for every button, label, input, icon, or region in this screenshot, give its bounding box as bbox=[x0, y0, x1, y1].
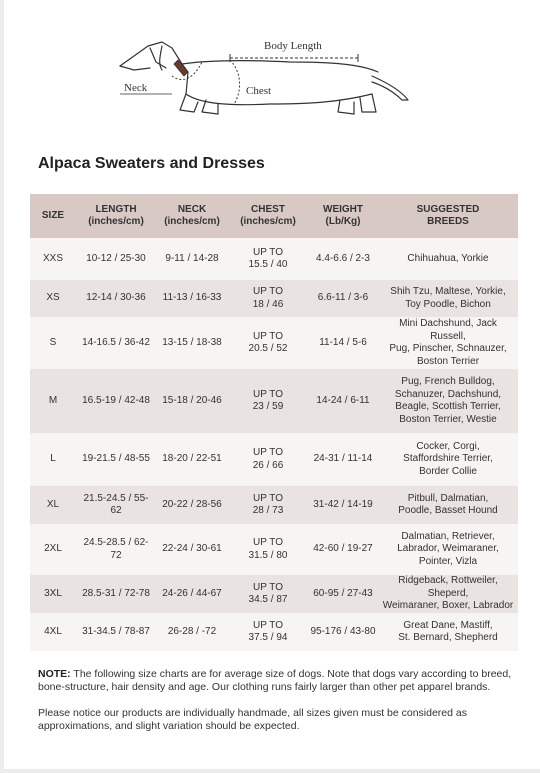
cell-neck: 9-11 / 14-28 bbox=[156, 238, 228, 280]
cell-weight: 60-95 / 27-43 bbox=[308, 575, 378, 613]
cell-length: 19-21.5 / 48-55 bbox=[76, 433, 156, 486]
body-length-label: Body Length bbox=[264, 40, 322, 52]
table-row bbox=[30, 613, 518, 651]
cell-chest: UP TO 18 / 46 bbox=[228, 280, 308, 317]
cell-breeds: Ridgeback, Rottweiler, Sheperd, Weimaraner, Boxer, Labrador bbox=[378, 575, 518, 613]
cell-chest: UP TO 26 / 66 bbox=[228, 433, 308, 486]
header-chest: CHEST (inches/cm) bbox=[228, 194, 308, 238]
table-row bbox=[30, 369, 518, 433]
neck-label: Neck bbox=[124, 82, 148, 94]
cell-chest: UP TO 23 / 59 bbox=[228, 369, 308, 433]
cell-weight: 42-60 / 19-27 bbox=[308, 524, 378, 575]
cell-length: 10-12 / 25-30 bbox=[76, 238, 156, 280]
size-table bbox=[30, 194, 518, 651]
table-row bbox=[30, 280, 518, 317]
cell-neck: 18-20 / 22-51 bbox=[156, 433, 228, 486]
cell-weight: 24-31 / 11-14 bbox=[308, 433, 378, 486]
table-row bbox=[30, 524, 518, 575]
cell-breeds: Dalmatian, Retriever, Labrador, Weimaraner, Pointer, Vizla bbox=[378, 524, 518, 575]
cell-size: 3XL bbox=[30, 575, 76, 613]
cell-length: 24.5-28.5 / 62-72 bbox=[76, 524, 156, 575]
cell-length: 31-34.5 / 78-87 bbox=[76, 613, 156, 651]
cell-weight: 14-24 / 6-11 bbox=[308, 369, 378, 433]
cell-size: XXS bbox=[30, 238, 76, 280]
table-row bbox=[30, 486, 518, 524]
cell-length: 14-16.5 / 36-42 bbox=[76, 317, 156, 369]
cell-breeds: Mini Dachshund, Jack Russell, Pug, Pinscher, Schnauzer, Boston Terrier bbox=[378, 317, 518, 369]
cell-breeds: Pug, French Bulldog, Schanuzer, Dachshund, Beagle, Scottish Terrier, Boston Terrier, Westie bbox=[378, 369, 518, 433]
note-text: The following size charts are for average size of dogs. Note that dogs vary according to breed, bone-structure, hair density and age. Our clothing runs fairly larger than other pet apparel brands. bbox=[38, 668, 512, 693]
cell-chest: UP TO 37.5 / 94 bbox=[228, 613, 308, 651]
table-row bbox=[30, 575, 518, 613]
cell-chest: UP TO 31.5 / 80 bbox=[228, 524, 308, 575]
page-edge bbox=[0, 0, 4, 773]
cell-breeds: Cocker, Corgi, Staffordshire Terrier, Border Collie bbox=[378, 433, 518, 486]
cell-neck: 15-18 / 20-46 bbox=[156, 369, 228, 433]
cell-size: XL bbox=[30, 486, 76, 524]
cell-weight: 11-14 / 5-6 bbox=[308, 317, 378, 369]
cell-neck: 24-26 / 44-67 bbox=[156, 575, 228, 613]
page-title: Alpaca Sweaters and Dresses bbox=[38, 155, 265, 172]
table-row bbox=[30, 317, 518, 369]
note-label: NOTE: bbox=[38, 668, 71, 680]
table-row bbox=[30, 433, 518, 486]
cell-breeds: Chihuahua, Yorkie bbox=[378, 238, 518, 280]
cell-neck: 13-15 / 18-38 bbox=[156, 317, 228, 369]
cell-weight: 4.4-6.6 / 2-3 bbox=[308, 238, 378, 280]
cell-size: S bbox=[30, 317, 76, 369]
header-weight: WEIGHT (Lb/Kg) bbox=[308, 194, 378, 238]
cell-size: 2XL bbox=[30, 524, 76, 575]
handmade-note: Please notice our products are individually handmade, all sizes given must be considered as approximations, and slight variation should be expected. bbox=[38, 707, 467, 732]
cell-neck: 22-24 / 30-61 bbox=[156, 524, 228, 575]
cell-chest: UP TO 15.5 / 40 bbox=[228, 238, 308, 280]
cell-length: 28.5-31 / 72-78 bbox=[76, 575, 156, 613]
cell-chest: UP TO 20.5 / 52 bbox=[228, 317, 308, 369]
table-row bbox=[30, 238, 518, 280]
cell-breeds: Pitbull, Dalmatian, Poodle, Basset Hound bbox=[378, 486, 518, 524]
cell-length: 21.5-24.5 / 55-62 bbox=[76, 486, 156, 524]
sizing-note bbox=[38, 668, 513, 694]
cell-weight: 6.6-11 / 3-6 bbox=[308, 280, 378, 317]
cell-length: 12-14 / 30-36 bbox=[76, 280, 156, 317]
cell-neck: 20-22 / 28-56 bbox=[156, 486, 228, 524]
cell-breeds: Shih Tzu, Maltese, Yorkie, Toy Poodle, Bichon bbox=[378, 280, 518, 317]
chest-label: Chest bbox=[246, 85, 272, 97]
cell-chest: UP TO 34.5 / 87 bbox=[228, 575, 308, 613]
cell-weight: 95-176 / 43-80 bbox=[308, 613, 378, 651]
header-length: LENGTH (inches/cm) bbox=[76, 194, 156, 238]
table-header-row bbox=[30, 194, 518, 238]
header-size: SIZE bbox=[30, 194, 76, 238]
page-edge-bottom bbox=[0, 769, 540, 773]
cell-chest: UP TO 28 / 73 bbox=[228, 486, 308, 524]
cell-size: XS bbox=[30, 280, 76, 317]
header-breeds: SUGGESTED BREEDS bbox=[378, 194, 518, 238]
header-neck: NECK (inches/cm) bbox=[156, 194, 228, 238]
cell-length: 16.5-19 / 42-48 bbox=[76, 369, 156, 433]
cell-neck: 26-28 / -72 bbox=[156, 613, 228, 651]
cell-neck: 11-13 / 16-33 bbox=[156, 280, 228, 317]
dog-measurement-diagram bbox=[110, 32, 420, 122]
cell-weight: 31-42 / 14-19 bbox=[308, 486, 378, 524]
cell-size: L bbox=[30, 433, 76, 486]
cell-size: M bbox=[30, 369, 76, 433]
cell-size: 4XL bbox=[30, 613, 76, 651]
cell-breeds: Great Dane, Mastiff, St. Bernard, Shepherd bbox=[378, 613, 518, 651]
